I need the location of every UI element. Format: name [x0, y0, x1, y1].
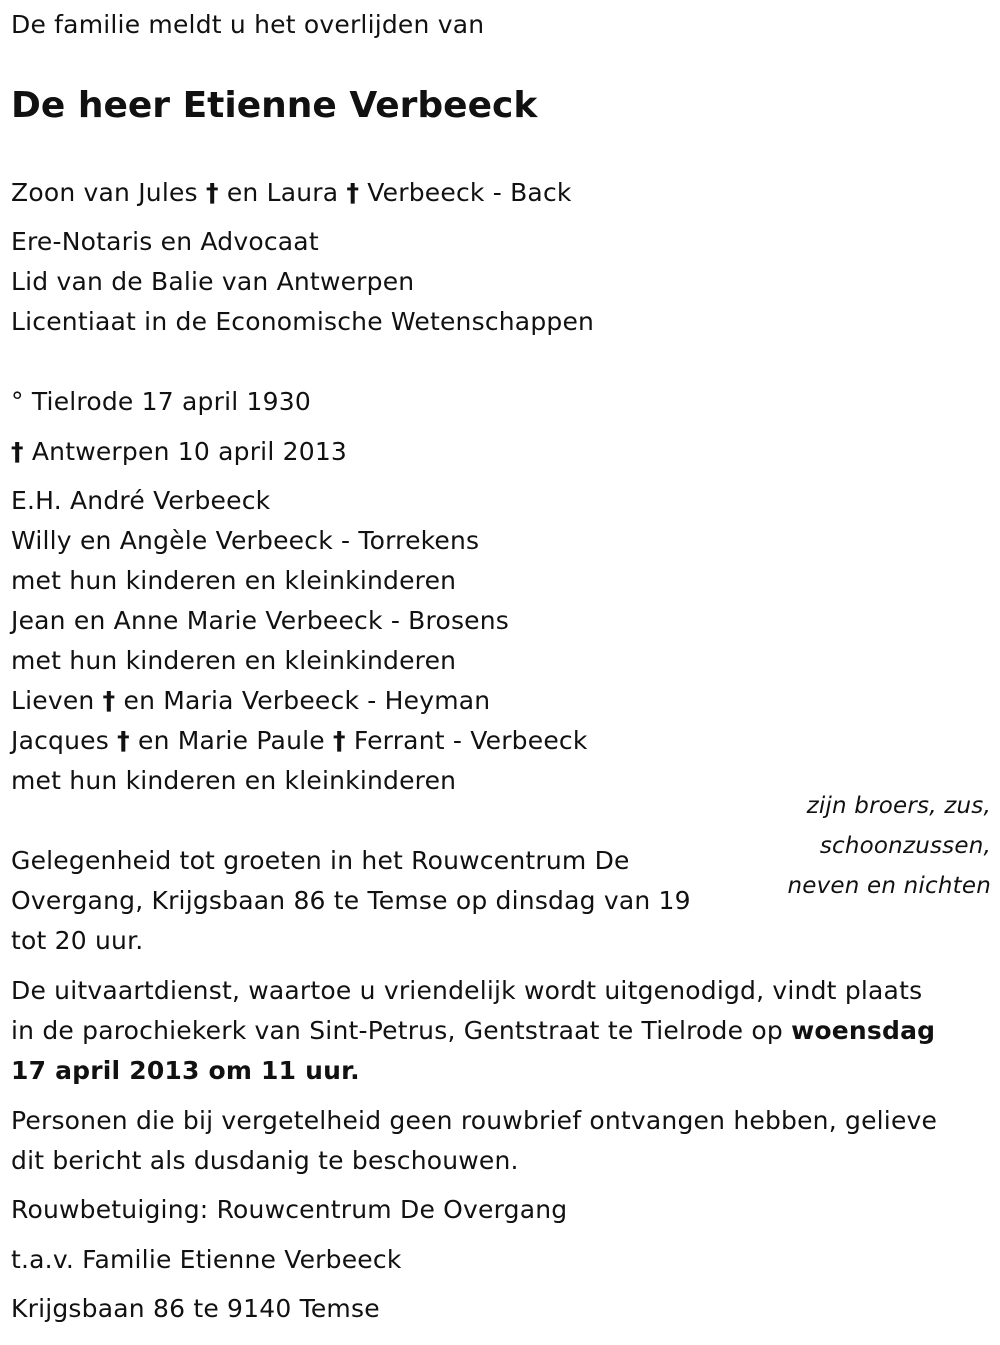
cross-icon: †	[117, 726, 130, 755]
family-line: met hun kinderen en kleinkinderen	[11, 566, 457, 595]
parents-middle: en Laura	[226, 178, 339, 207]
cross-icon: †	[333, 726, 346, 755]
cross-icon: †	[346, 178, 360, 207]
relations-note	[787, 786, 991, 906]
family-line: Jean en Anne Marie Verbeeck - Brosens	[11, 606, 510, 635]
visitation-line: tot 20 uur.	[11, 926, 144, 955]
condolence-address-line: Rouwbetuiging: Rouwcentrum De Overgang	[11, 1195, 568, 1224]
relations-line: neven en nichten	[787, 873, 991, 899]
family-line	[11, 681, 588, 721]
birth-line: ° Tielrode 17 april 1930	[11, 387, 311, 416]
parents-prefix: Zoon van Jules	[11, 178, 198, 207]
service-day: woensdag	[791, 1016, 936, 1045]
parents-suffix: Verbeeck - Back	[367, 178, 572, 207]
visitation-line: Overgang, Krijgsbaan 86 te Temse op dinsdag van 19	[11, 886, 691, 915]
family-name: Jacques	[11, 726, 109, 755]
professional-titles	[11, 222, 594, 342]
visitation-line: Gelegenheid tot groeten in het Rouwcentrum De	[11, 846, 630, 875]
family-line: Willy en Angèle Verbeeck - Torrekens	[11, 526, 480, 555]
deceased-name: De heer Etienne Verbeeck	[11, 85, 538, 126]
family-name: en Maria Verbeeck - Heyman	[123, 686, 491, 715]
notice-info	[11, 1101, 937, 1181]
service-line	[11, 1011, 935, 1051]
family-list	[11, 481, 588, 801]
service-text: in de parochiekerk van Sint-Petrus, Gentstraat te Tielrode op	[11, 1016, 792, 1045]
notice-line: Personen die bij vergetelheid geen rouwbrief ontvangen hebben, gelieve	[11, 1106, 938, 1135]
death-text: Antwerpen 10 april 2013	[31, 437, 348, 466]
condolence-attention-line: t.a.v. Familie Etienne Verbeeck	[11, 1245, 402, 1274]
cross-icon: †	[205, 178, 219, 207]
relations-line: zijn broers, zus,	[806, 793, 991, 819]
family-name: Lieven	[11, 686, 95, 715]
intro-text: De familie meldt u het overlijden van	[11, 10, 485, 39]
family-line: met hun kinderen en kleinkinderen	[11, 766, 457, 795]
condolence-street-line: Krijgsbaan 86 te 9140 Temse	[11, 1294, 380, 1323]
parents-line	[11, 173, 572, 213]
title-line: Lid van de Balie van Antwerpen	[11, 267, 415, 296]
family-name: en Marie Paule	[137, 726, 325, 755]
relations-line: schoonzussen,	[819, 833, 991, 859]
family-line: met hun kinderen en kleinkinderen	[11, 646, 457, 675]
service-line: De uitvaartdienst, waartoe u vriendelijk wordt uitgenodigd, vindt plaats	[11, 976, 923, 1005]
cross-icon: †	[102, 686, 116, 715]
title-line: Ere-Notaris en Advocaat	[11, 227, 319, 256]
visitation-info	[11, 841, 691, 961]
service-datetime: 17 april 2013 om 11 uur.	[11, 1056, 360, 1085]
death-line	[11, 432, 347, 472]
family-line	[11, 721, 588, 761]
funeral-service-info	[11, 971, 935, 1091]
title-line: Licentiaat in de Economische Wetenschappen	[11, 307, 595, 336]
family-name: Ferrant - Verbeeck	[353, 726, 588, 755]
cross-icon: †	[11, 437, 24, 466]
notice-line: dit bericht als dusdanig te beschouwen.	[11, 1146, 519, 1175]
family-line: E.H. André Verbeeck	[11, 486, 271, 515]
